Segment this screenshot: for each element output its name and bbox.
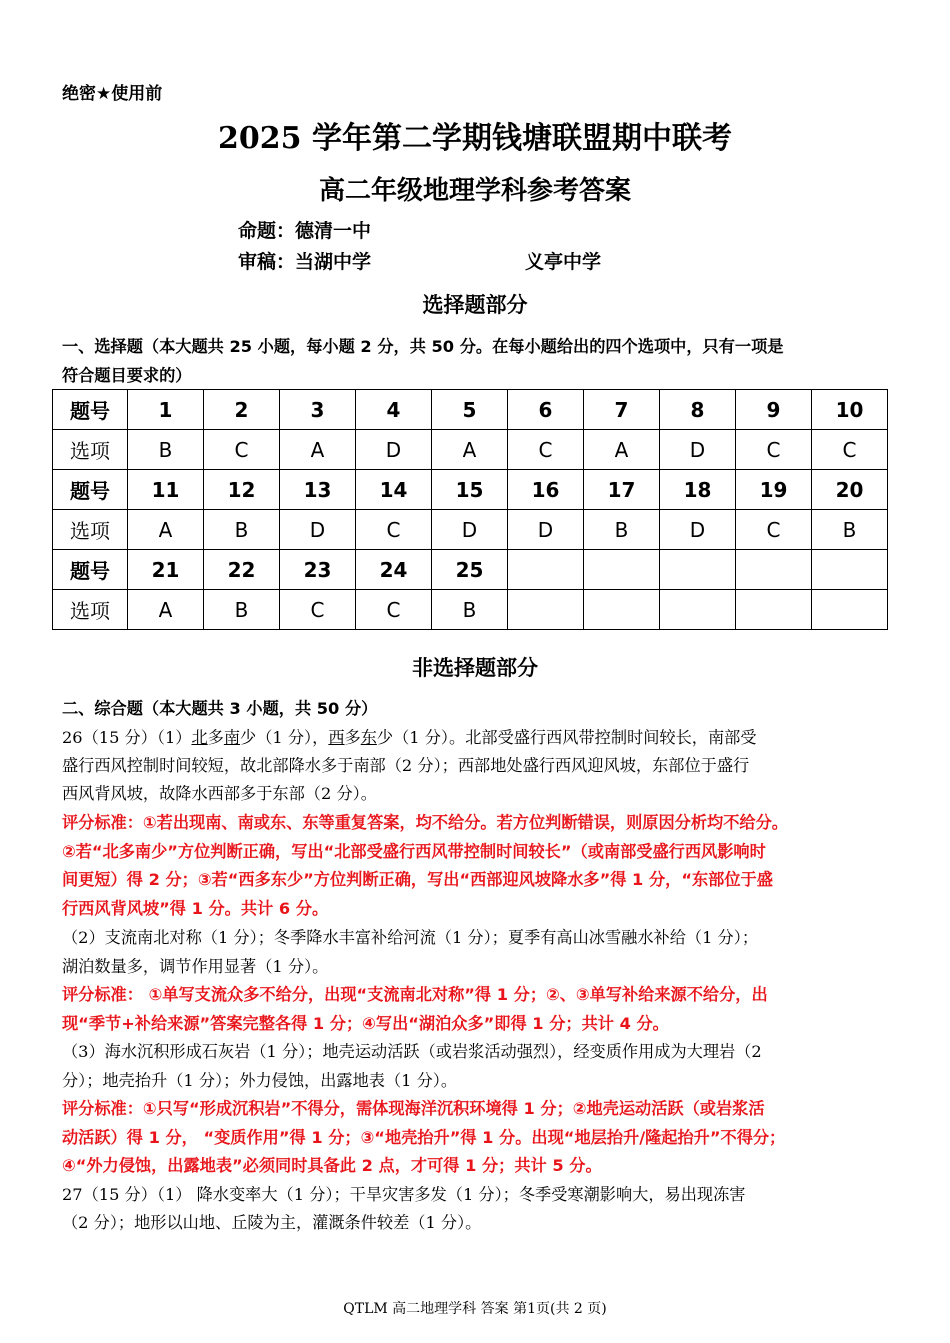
question-number-cell [736,550,812,590]
q26-1-dir-west: 西 [328,728,345,747]
q26-3-criteria-line-3: ④“外力侵蚀，出露地表”必须同时具备此 2 点，才可得 1 分；共计 5 分。 [62,1156,602,1175]
question-number-cell: 10 [812,390,888,430]
q26-1-dir-north: 北 [191,728,208,747]
q26-1-text: 多 [344,728,361,747]
reviewer-line [238,247,371,274]
reviewer-name-2: 义亭中学 [525,251,602,273]
reviewer-label: 审稿： [238,251,296,273]
open-instruction: 二、综合题（本大题共 3 小题，共 50 分） [62,699,378,718]
question-number-cell: 16 [508,470,584,510]
q26-2-answer-line-2: 湖泊数量多，调节作用显著（1 分）。 [62,957,329,976]
question-number-cell: 24 [356,550,432,590]
author-label: 命题： [238,220,296,242]
answer-option-cell: C [204,430,280,470]
author-name: 德清一中 [295,220,372,242]
answer-option-cell: B [584,510,660,550]
answer-option-cell [812,590,888,630]
answer-option-cell: C [356,590,432,630]
question-number-row [53,390,888,430]
q26-1-criteria-line-2: ②若“北多南少”方位判断正确，写出“北部受盛行西风带控制时间较长”（或南部受盛行西风影响时 [62,842,766,861]
question-number-cell [584,550,660,590]
question-number-cell: 9 [736,390,812,430]
question-number-label: 题号 [53,550,128,590]
question-number-cell: 13 [280,470,356,510]
answer-option-cell: C [736,510,812,550]
answer-option-cell: C [812,430,888,470]
q26-2-criteria-line-1: 评分标准： ①单写支流众多不给分，出现“支流南北对称”得 1 分；②、③单写补给来源不给分，出 [62,985,768,1004]
question-number-cell: 2 [204,390,280,430]
question-number-cell: 21 [128,550,204,590]
question-number-cell: 8 [660,390,736,430]
answer-option-label: 选项 [53,590,128,630]
q26-3-criteria-line-2: 动活跃）得 1 分， “变质作用”得 1 分；③“地壳抬升”得 1 分。出现“地层抬升/隆起抬升”不得分； [62,1128,786,1147]
answer-option-cell: A [432,430,508,470]
author-line [238,216,371,243]
answer-option-cell: A [280,430,356,470]
q26-2-answer-line-1: （2）支流南北对称（1 分）；冬季降水丰富补给河流（1 分）；夏季有高山冰雪融水补给（1 分）； [62,928,759,947]
q26-1-prefix: 26（15 分）（1） [62,728,192,747]
choice-instruction-line-1: 一、选择题（本大题共 25 小题，每小题 2 分，共 50 分。在每小题给出的四个选项中，只有一项是 [62,337,784,356]
q26-3-answer-line-2: 分）；地壳抬升（1 分）；外力侵蚀，出露地表（1 分）。 [62,1071,458,1090]
question-number-cell: 12 [204,470,280,510]
question-number-cell: 15 [432,470,508,510]
question-number-cell [812,550,888,590]
answer-option-cell: B [204,510,280,550]
q26-1-answer-line-3: 西风背风坡，故降水西部多于东部（2 分）。 [62,784,377,803]
answer-option-cell [736,590,812,630]
answer-option-row [53,590,888,630]
answer-option-row [53,430,888,470]
answer-option-cell: C [508,430,584,470]
q26-1-answer-line-2: 盛行西风控制时间较短，故北部降水多于南部（2 分）；西部地处盛行西风迎风坡，东部位于盛行 [62,756,750,775]
question-number-cell: 19 [736,470,812,510]
question-number-cell: 1 [128,390,204,430]
question-number-cell: 3 [280,390,356,430]
question-number-row [53,470,888,510]
q26-1-answer-line-1 [62,724,757,748]
answer-table [52,389,888,630]
answer-option-cell: D [356,430,432,470]
answer-option-label: 选项 [53,510,128,550]
question-number-cell: 22 [204,550,280,590]
choice-instruction-line-2: 符合题目要求的） [62,366,192,385]
q26-1-criteria-line-3: 间更短）得 2 分；③若“西多东少”方位判断正确，写出“西部迎风坡降水多”得 1 分，“东部位于盛 [62,870,773,889]
answer-option-cell: D [508,510,584,550]
q27-1-answer-line-1: 27（15 分）（1） 降水变率大（1 分）；干旱灾害多发（1 分）；冬季受寒潮影响大，易出现冻害 [62,1185,746,1204]
answer-option-cell: A [584,430,660,470]
question-number-cell: 17 [584,470,660,510]
answer-option-cell: D [660,510,736,550]
question-number-cell: 20 [812,470,888,510]
question-number-cell: 25 [432,550,508,590]
answer-option-cell [660,590,736,630]
answer-option-cell: A [128,510,204,550]
answer-option-cell: C [280,590,356,630]
question-number-row [53,550,888,590]
answer-option-cell: C [356,510,432,550]
answer-option-cell [508,590,584,630]
answer-option-cell: B [128,430,204,470]
answer-option-cell: A [128,590,204,630]
q26-3-criteria-line-1: 评分标准：①只写“形成沉积岩”不得分，需体现海洋沉积环境得 1 分；②地壳运动活跃（或岩浆活 [62,1099,765,1118]
q27-1-answer-line-2: （2 分）；地形以山地、丘陵为主，灌溉条件较差（1 分）。 [62,1213,482,1232]
choice-section-heading: 选择题部分 [422,293,528,317]
question-number-cell: 5 [432,390,508,430]
answer-option-cell: B [432,590,508,630]
q26-2-criteria-line-2: 现“季节+补给来源”答案完整各得 1 分；④写出“湖泊众多”即得 1 分；共计 4 分。 [62,1014,669,1033]
answer-option-row [53,510,888,550]
q26-1-criteria-line-4: 行西风背风坡”得 1 分。共计 6 分。 [62,899,329,918]
question-number-cell: 6 [508,390,584,430]
question-number-cell [508,550,584,590]
question-number-cell: 18 [660,470,736,510]
question-number-cell: 4 [356,390,432,430]
open-section-heading: 非选择题部分 [412,656,538,680]
page-footer: QTLM 高二地理学科 答案 第1页(共 2 页) [343,1301,607,1317]
answer-option-cell: D [660,430,736,470]
question-number-label: 题号 [53,390,128,430]
answer-option-label: 选项 [53,430,128,470]
answer-option-cell [584,590,660,630]
answer-option-cell: C [736,430,812,470]
answer-option-cell: B [812,510,888,550]
reviewer-name-1: 当湖中学 [295,251,372,273]
q26-1-criteria-line-1: 评分标准：①若出现南、南或东、东等重复答案，均不给分。若方位判断错误，则原因分析均不给分。 [62,813,788,832]
answer-option-cell: B [204,590,280,630]
q26-1-text: 少（1 分）。北部受盛行西风带控制时间较长，南部受 [376,728,757,747]
question-number-cell: 23 [280,550,356,590]
q26-1-text: 多 [207,728,224,747]
question-number-cell: 14 [356,470,432,510]
question-number-cell: 11 [128,470,204,510]
answer-option-cell: D [432,510,508,550]
q26-1-text: 少（1 分）， [240,728,329,747]
q26-1-dir-south: 南 [223,728,241,747]
answer-option-cell: D [280,510,356,550]
exam-title: 2025 学年第二学期钱塘联盟期中联考 [218,121,732,156]
question-number-cell [660,550,736,590]
exam-subtitle: 高二年级地理学科参考答案 [318,176,631,206]
q26-1-dir-east: 东 [360,728,377,747]
q26-3-answer-line-1: （3）海水沉积形成石灰岩（1 分）；地壳运动活跃（或岩浆活动强烈），经变质作用成为大理岩（2 [62,1042,762,1061]
confidential-mark: 绝密★使用前 [62,84,163,104]
question-number-label: 题号 [53,470,128,510]
question-number-cell: 7 [584,390,660,430]
